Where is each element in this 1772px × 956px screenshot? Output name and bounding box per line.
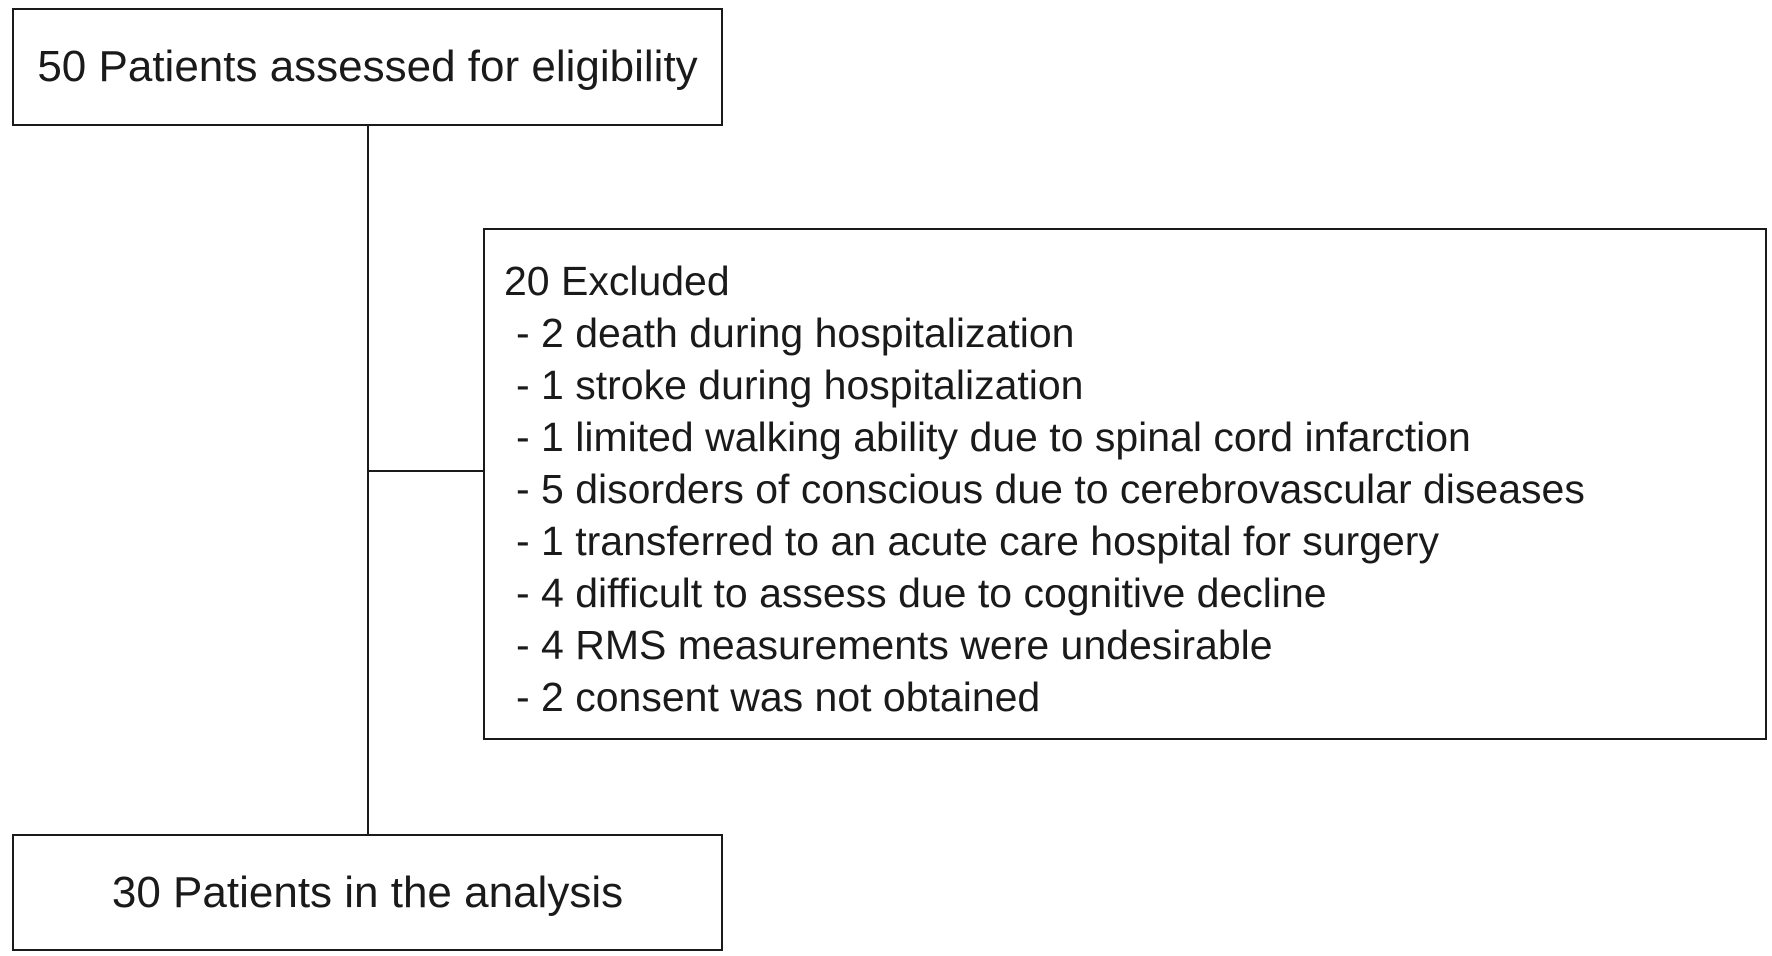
exclusion-reason: - 4 RMS measurements were undesirable xyxy=(504,619,1765,671)
assessed-label: 50 Patients assessed for eligibility xyxy=(37,42,698,91)
analysis-box xyxy=(12,834,723,951)
exclusion-reason: - 5 disorders of conscious due to cerebrovascular diseases xyxy=(504,463,1765,515)
exclusion-reason-list xyxy=(504,307,1765,723)
exclusion-reason: - 1 transferred to an acute care hospital for surgery xyxy=(504,515,1765,567)
excluded-title: 20 Excluded xyxy=(504,258,730,304)
excluded-box xyxy=(483,228,1767,740)
main-connector-line xyxy=(367,126,369,834)
exclusion-reason: - 1 limited walking ability due to spinal cord infarction xyxy=(504,411,1765,463)
analysis-label: 30 Patients in the analysis xyxy=(111,867,624,917)
exclusion-reason: - 2 consent was not obtained xyxy=(504,671,1765,723)
exclusion-branch-line xyxy=(367,470,483,472)
exclusion-reason: - 1 stroke during hospitalization xyxy=(504,359,1765,411)
exclusion-reason: - 4 difficult to assess due to cognitive decline xyxy=(504,567,1765,619)
assessed-box xyxy=(12,8,723,126)
exclusion-reason: - 2 death during hospitalization xyxy=(504,307,1765,359)
